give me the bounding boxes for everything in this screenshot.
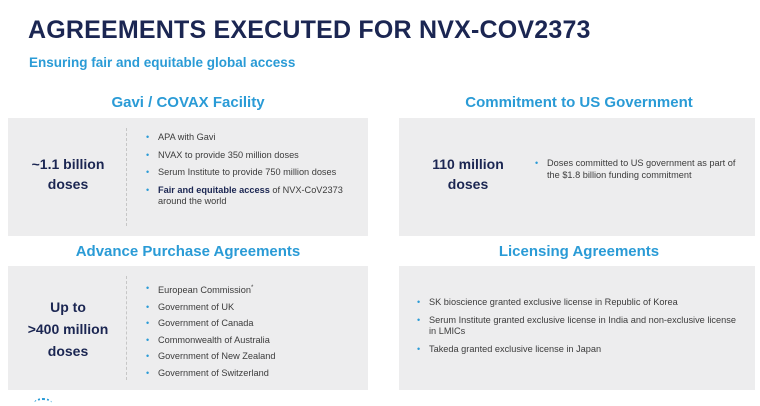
- stat-apa-line2: >400 million: [27, 321, 109, 337]
- stat-us-gov-line2: doses: [447, 176, 489, 192]
- section-heading-gavi: Gavi / COVAX Facility: [111, 94, 265, 111]
- company-logo-icon: [34, 398, 52, 406]
- panel-gavi: [8, 118, 368, 236]
- list-item: • Government of New Zealand: [146, 351, 276, 362]
- list-item: • SK bioscience granted exclusive license in Republic of Korea: [417, 297, 678, 307]
- bullet-list-us-gov: [535, 158, 743, 181]
- list-item: • Government of Canada: [146, 318, 254, 329]
- stat-apa-line1: Up to: [50, 299, 86, 315]
- bullet-icon: •: [146, 318, 150, 329]
- bullet-icon: •: [417, 297, 421, 307]
- bullet-icon: •: [417, 314, 421, 325]
- bullet-icon: •: [146, 167, 150, 177]
- bold-text: Fair and equitable access: [158, 184, 270, 195]
- panel-apa: [8, 266, 368, 390]
- list-item: • Serum Institute to provide 750 million doses: [146, 167, 337, 177]
- list-item: • Takeda granted exclusive license in Japan: [417, 343, 602, 354]
- stat-apa-line3: doses: [47, 343, 89, 359]
- stat-us-gov-line1: 110 million: [432, 156, 504, 172]
- panel-divider: [126, 276, 127, 380]
- bullet-icon: •: [146, 334, 150, 345]
- list-item: • Serum Institute granted exclusive license in India and non-exclusive license in LMICs: [417, 314, 736, 336]
- list-item: • NVAX to provide 350 million doses: [146, 149, 299, 160]
- list-item: • Government of UK: [146, 301, 235, 312]
- bullet-list-gavi: [146, 132, 358, 208]
- page-subtitle: Ensuring fair and equitable global access: [29, 55, 296, 70]
- panel-us-gov: [399, 118, 755, 236]
- list-item: • Fair and equitable access of NVX-CoV2373 around the world: [146, 184, 343, 206]
- bullet-icon: •: [535, 158, 539, 168]
- section-heading-apa: Advance Purchase Agreements: [75, 243, 301, 260]
- list-item: • Commonwealth of Australia: [146, 334, 270, 345]
- list-item: • Doses committed to US government as part of the $1.8 billion funding commitment: [535, 158, 736, 180]
- page-title: AGREEMENTS EXECUTED FOR NVX-COV2373: [28, 16, 591, 44]
- stat-gavi-line1: ~1.1 billion: [31, 156, 105, 172]
- list-item: • Government of Switzerland: [146, 367, 269, 378]
- bullet-list-licensing: [417, 297, 745, 355]
- bullet-icon: •: [146, 301, 150, 312]
- stat-gavi-line2: doses: [47, 176, 89, 192]
- panel-divider: [126, 128, 127, 226]
- bullet-list-apa: [146, 283, 358, 379]
- list-item: • APA with Gavi: [146, 132, 216, 142]
- section-heading-licensing: Licensing Agreements: [498, 243, 660, 260]
- stat-apa: [18, 296, 118, 362]
- bullet-icon: •: [146, 283, 150, 293]
- footnote-mark: *: [250, 285, 254, 291]
- bullet-icon: •: [146, 184, 150, 195]
- bullet-icon: •: [146, 132, 150, 142]
- stat-us-gov: [413, 154, 523, 194]
- bullet-icon: •: [417, 343, 421, 354]
- panel-licensing: [399, 266, 755, 390]
- bullet-icon: •: [146, 351, 150, 362]
- stat-gavi: [18, 154, 118, 194]
- list-item: • European Commission*: [146, 283, 254, 296]
- bullet-icon: •: [146, 367, 150, 378]
- section-heading-us-gov: Commitment to US Government: [465, 94, 693, 111]
- bullet-icon: •: [146, 149, 150, 160]
